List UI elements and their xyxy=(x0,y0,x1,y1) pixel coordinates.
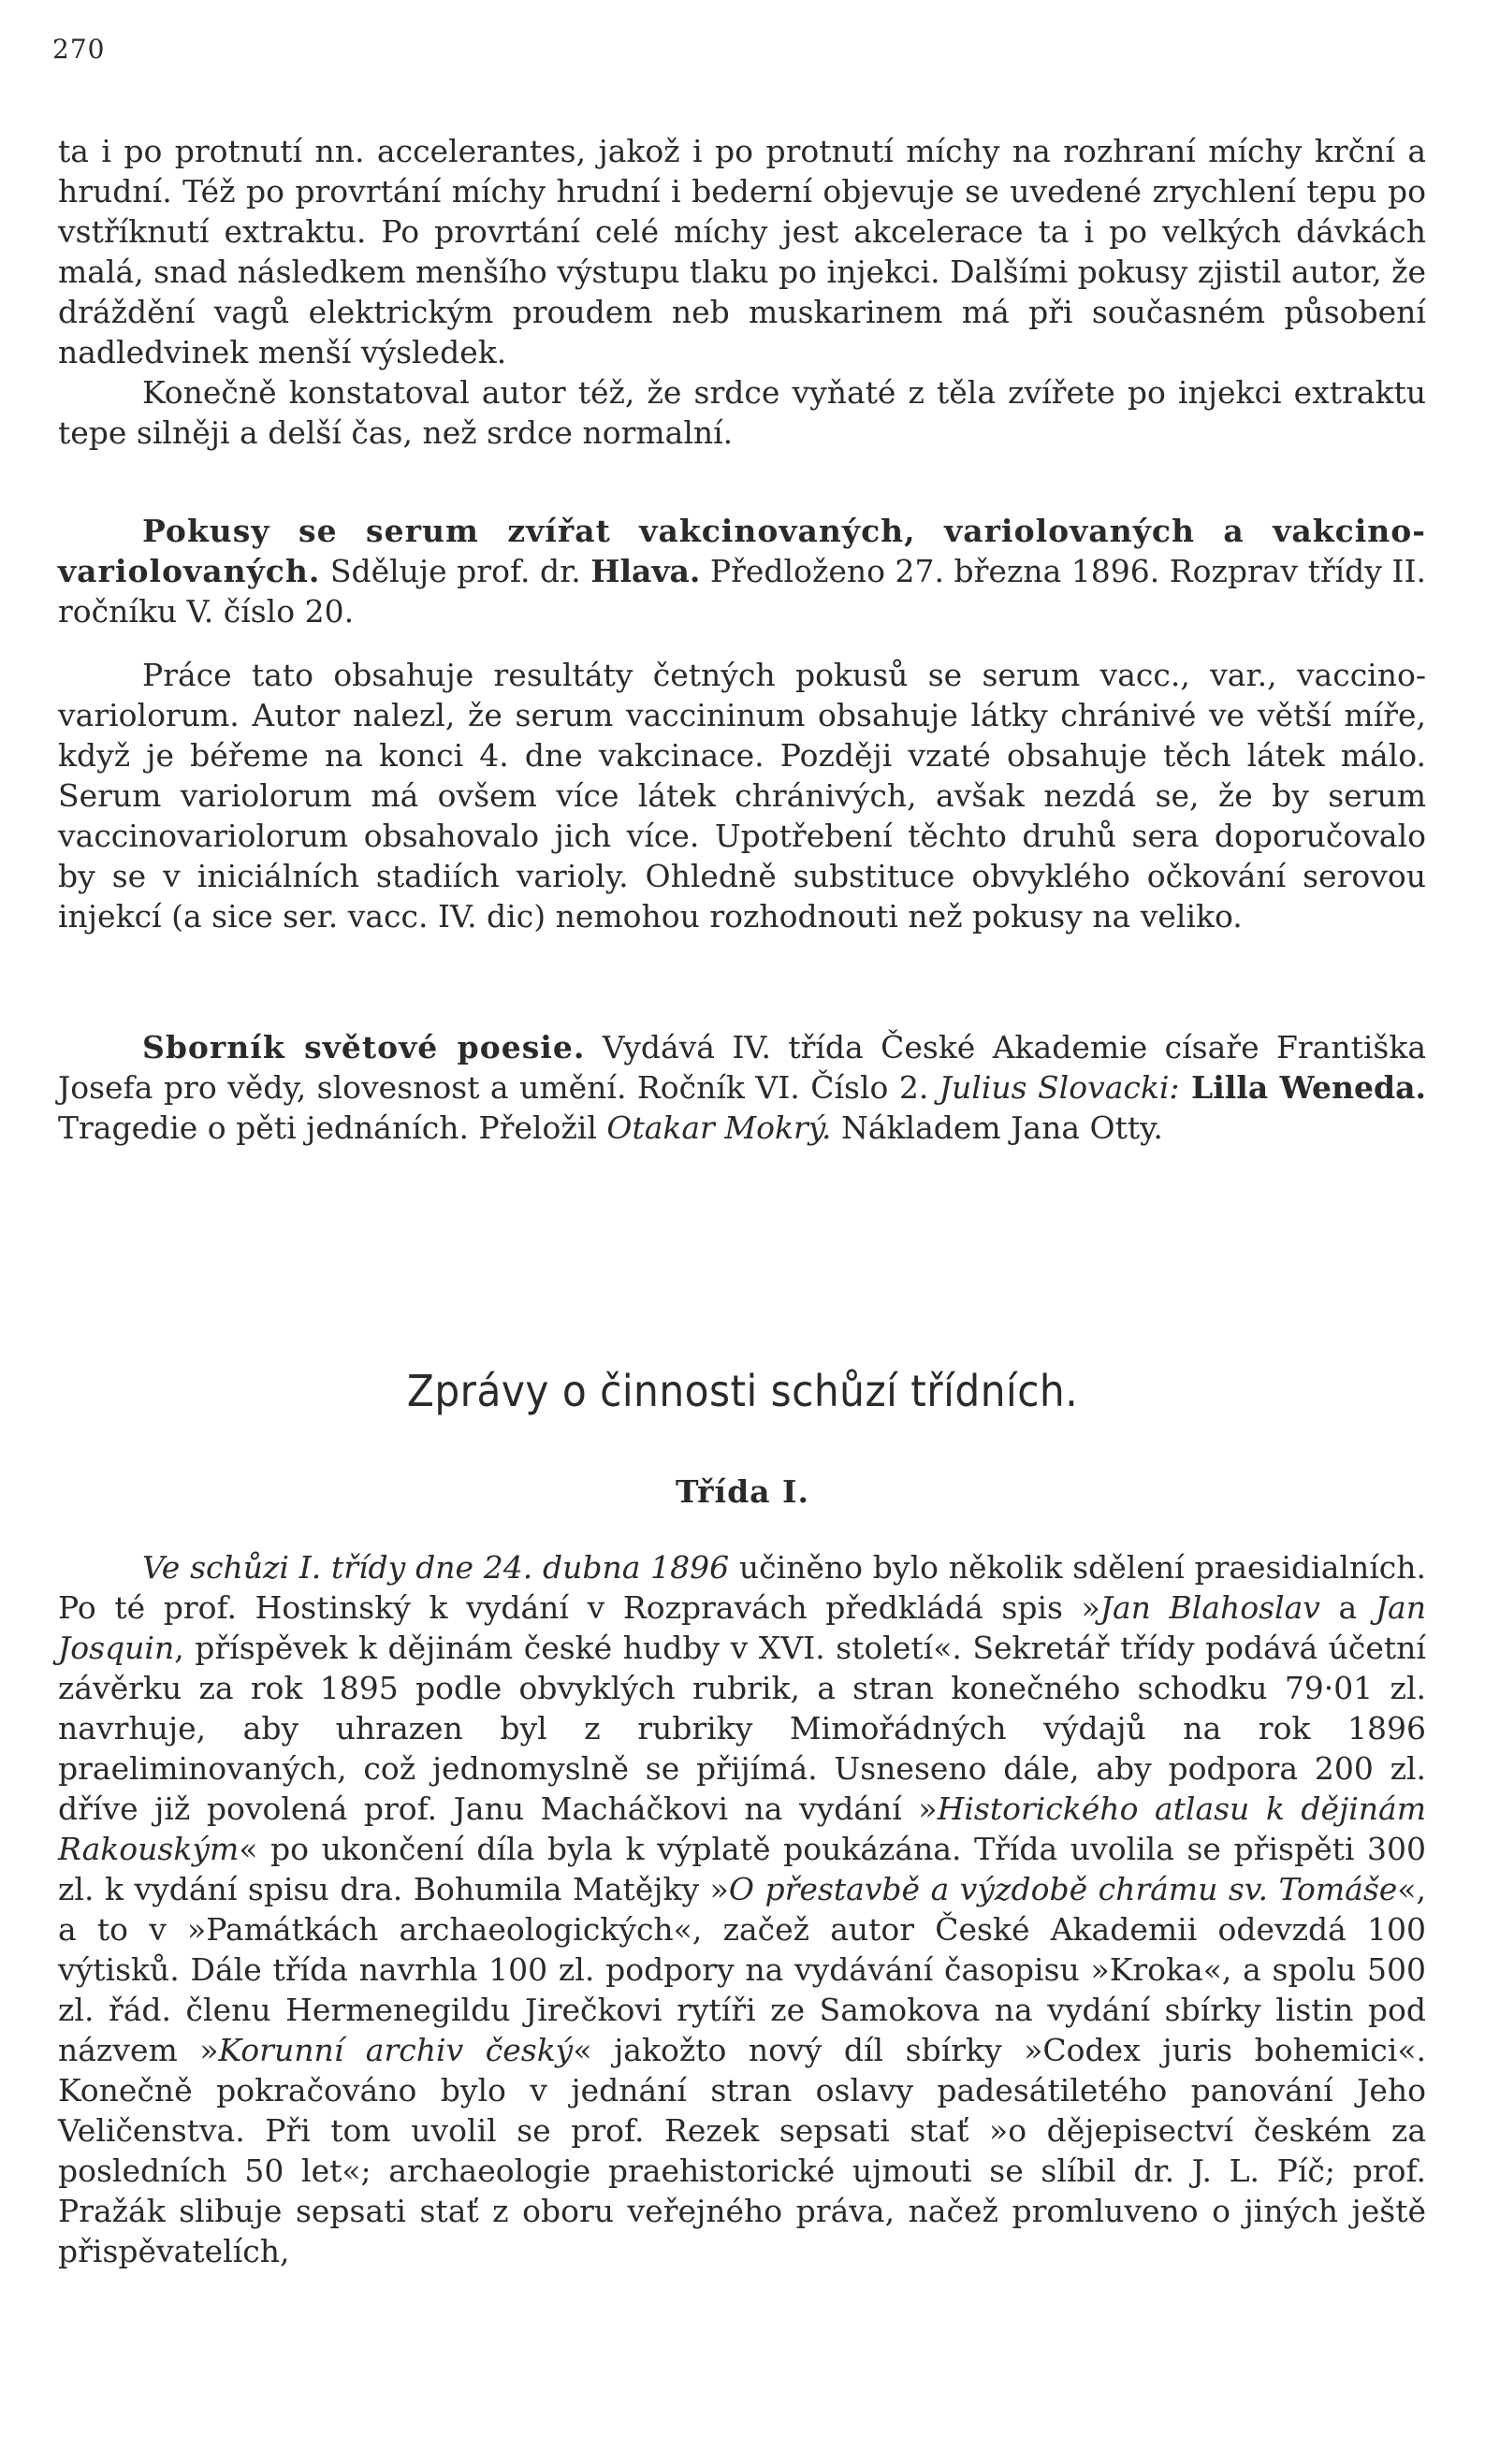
meeting-text-1: učiněno bylo několik sdělení praesidialních. Po té prof. Hostinský k vydání v Rozpravách předkládá spis » xyxy=(58,1549,1426,1626)
serum-summary-block xyxy=(58,655,1426,936)
meeting-text-5: «, a to v »Památkách archaeologických«, začež autor České Akademii odevzdá 100 výtisků. Dále třída navrhla 100 zl. podpory na vydávání časopisu »Kroka«, a spolu 500 zl. řád. členu Hermenegildu Jirečkovi rytíři ze Samokova na vydání sbírky listin pod názvem » xyxy=(58,1871,1426,2068)
entry-serum-title: Pokusy se serum zvířat vakcinovaných, variolovaných a vakcino-variolovaných. xyxy=(58,513,1426,589)
entry-poetry-text-2: Tragedie o pěti jednáních. Přeložil xyxy=(58,1109,607,1146)
entry-serum-details: Předloženo 27. března 1896. Rozprav třídy II. ročníku V. číslo 20. xyxy=(58,553,1426,630)
paragraph-meeting-report xyxy=(58,1547,1426,2271)
subsection-title: Třída I. xyxy=(676,1473,809,1510)
meeting-text-6: « jakožto nový díl sbírky »Codex juris bohemici«. Konečně pokračováno bylo v jednání stran oslavy padesátiletého panování Jeho Veličenstva. Při tom uvolil se prof. Rezek sepsati stať »o dějepisectví českém za posledních 50 let«; archaeologie praehistorické ujmouti se slíbil dr. J. L. Píč; prof. Pražák slibuje sepsati stať z oboru veřejného práva, načež promluveno o jiných ještě přispěvatelích, xyxy=(58,2032,1426,2269)
entry-poetry-text-3: Nákladem Jana Otty. xyxy=(831,1109,1163,1146)
meeting-italic-1: Jan Blahoslav xyxy=(1099,1589,1320,1626)
continuation-text-block xyxy=(58,131,1426,453)
entry-serum-mid: Sděluje prof. dr. xyxy=(320,553,591,589)
entry-serum-experiments xyxy=(58,511,1426,631)
page-number: 270 xyxy=(52,34,106,65)
meeting-date: Ve schůzi I. třídy dne 24. dubna 1896 xyxy=(142,1549,730,1586)
entry-poetry-translator: Otakar Mokrý. xyxy=(606,1109,832,1146)
meeting-italic-5: Korunní archiv český xyxy=(218,2032,574,2068)
entry-poetry-citation xyxy=(58,1027,1426,1148)
meeting-italic-4: O přestavbě a výzdobě chrámu sv. Tomáše xyxy=(728,1871,1398,1907)
entry-poetry-collection xyxy=(58,1027,1426,1148)
meeting-report-block xyxy=(58,1547,1426,2271)
entry-serum-author: Hlava. xyxy=(590,553,701,589)
paragraph-continuation: ta i po protnutí nn. accelerantes, jakož i po protnutí míchy na rozhraní míchy krční a hrudní. Též po provrtání míchy hrudní i bederní objevuje se uvedené zrychlení tepu po vstříknutí extraktu. Po provrtání celé míchy jest akcelerace ta i po velkých dávkách malá, snad následkem menšího výstupu tlaku po injekci. Dalšími pokusy zjistil autor, že dráždění vagů elektrickým proudem neb muskarinem má při současném působení nadledvinek menší výsledek. xyxy=(58,133,1426,370)
paragraph-serum-summary: Práce tato obsahuje resultáty četných pokusů se serum vacc., var., vaccino-variolorum. Autor nalezl, že serum vaccininum obsahuje látky chránivé ve větší míře, když je béřeme na konci 4. dne vakcinace. Později vzaté obsahuje těch látek málo. Serum variolorum má ovšem více látek chránivých, avšak nezdá se, že by serum vaccinovariolorum obsahovalo jich více. Upotřebení těchto druhů sera doporučovalo by se v iniciálních stadiích varioly. Ohledně substituce obvyklého očkování serovou injekcí (a sice ser. vacc. IV. dic) nemohou rozhodnouti než pokusy na veliko. xyxy=(58,657,1426,935)
entry-poetry-work: Lilla Weneda. xyxy=(1179,1069,1426,1106)
meeting-italic-2: Jan Josquin xyxy=(58,1589,1426,1666)
entry-poetry-author: Julius Slovacki: xyxy=(939,1069,1180,1106)
meeting-text-4: « po ukončení díla byla k výplatě poukázána. Třída uvolila se přispěti 300 zl. k vydání spisu dra. Bohumila Matějky » xyxy=(58,1831,1426,1907)
meeting-text-3: , příspěvek k dějinám české hudby v XVI. století«. Sekretář třídy podává účetní závěrku za rok 1895 podle obvyklých rubrik, a stran konečného schodku 79·01 zl. navrhuje, aby uhrazen byl z rubriky Mimořádných výdajů na rok 1896 praeliminovaných, což jednomyslně se přijímá. Usneseno dále, aby podpora 200 zl. dříve již povolená prof. Janu Macháčkovi na vydání » xyxy=(58,1630,1426,1827)
entry-poetry-title: Sborník světové poesie. xyxy=(142,1029,586,1065)
entry-serum-citation xyxy=(58,511,1426,631)
meeting-italic-3: Historického atlasu k dějinám Rakouským xyxy=(58,1790,1426,1867)
meeting-text-2: a xyxy=(1319,1589,1376,1626)
section-title: Zprávy o činnosti schůzí třídních. xyxy=(406,1366,1079,1416)
paragraph-conclusion: Konečně konstatoval autor též, že srdce vyňaté z těla zvířete po injekci extraktu tepe silněji a delší čas, než srdce normalní. xyxy=(58,374,1426,451)
entry-poetry-text-1: Vydává IV. třída České Akademie císaře Františka Josefa pro vědy, slovesnost a umění. Ročník VI. Číslo 2. xyxy=(58,1029,1427,1106)
